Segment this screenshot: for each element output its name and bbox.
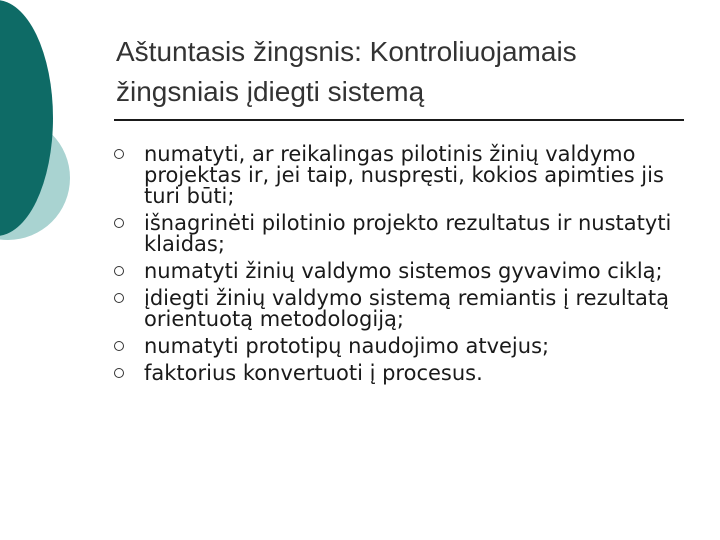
decorative-circles xyxy=(0,0,90,300)
bullet-text: faktorius konvertuoti į procesus. xyxy=(144,361,483,385)
bullet-text: numatyti prototipų naudojimo atvejus; xyxy=(144,334,550,358)
hollow-circle-bullet-icon xyxy=(114,266,124,276)
hollow-circle-bullet-icon xyxy=(114,149,124,159)
hollow-circle-bullet-icon xyxy=(114,368,124,378)
bullet-text: numatyti žinių valdymo sistemos gyvavimo ciklą; xyxy=(144,259,663,283)
bullet-text: įdiegti žinių valdymo sistemą remiantis į rezultatą orientuotą metodologiją; xyxy=(144,286,669,331)
bullet-text: numatyti, ar reikalingas pilotinis žinių valdymo projektas ir, jei taip, nuspręsti, kokios apimties jis turi būti; xyxy=(144,142,664,208)
hollow-circle-bullet-icon xyxy=(114,293,124,303)
bullet-text: išnagrinėti pilotinio projekto rezultatus ir nustatyti klaidas; xyxy=(144,211,672,256)
bullet-item xyxy=(112,288,672,330)
bullet-item xyxy=(112,213,672,255)
bullet-item xyxy=(112,144,672,207)
bullet-item xyxy=(112,336,672,357)
title-divider xyxy=(114,119,684,121)
bullet-item xyxy=(112,363,672,384)
hollow-circle-bullet-icon xyxy=(114,218,124,228)
bullet-list xyxy=(112,144,672,390)
hollow-circle-bullet-icon xyxy=(114,341,124,351)
bullet-item xyxy=(112,261,672,282)
slide-title: Aštuntasis žingsnis: Kontroliuojamais žingsniais įdiegti sistemą xyxy=(116,36,577,107)
